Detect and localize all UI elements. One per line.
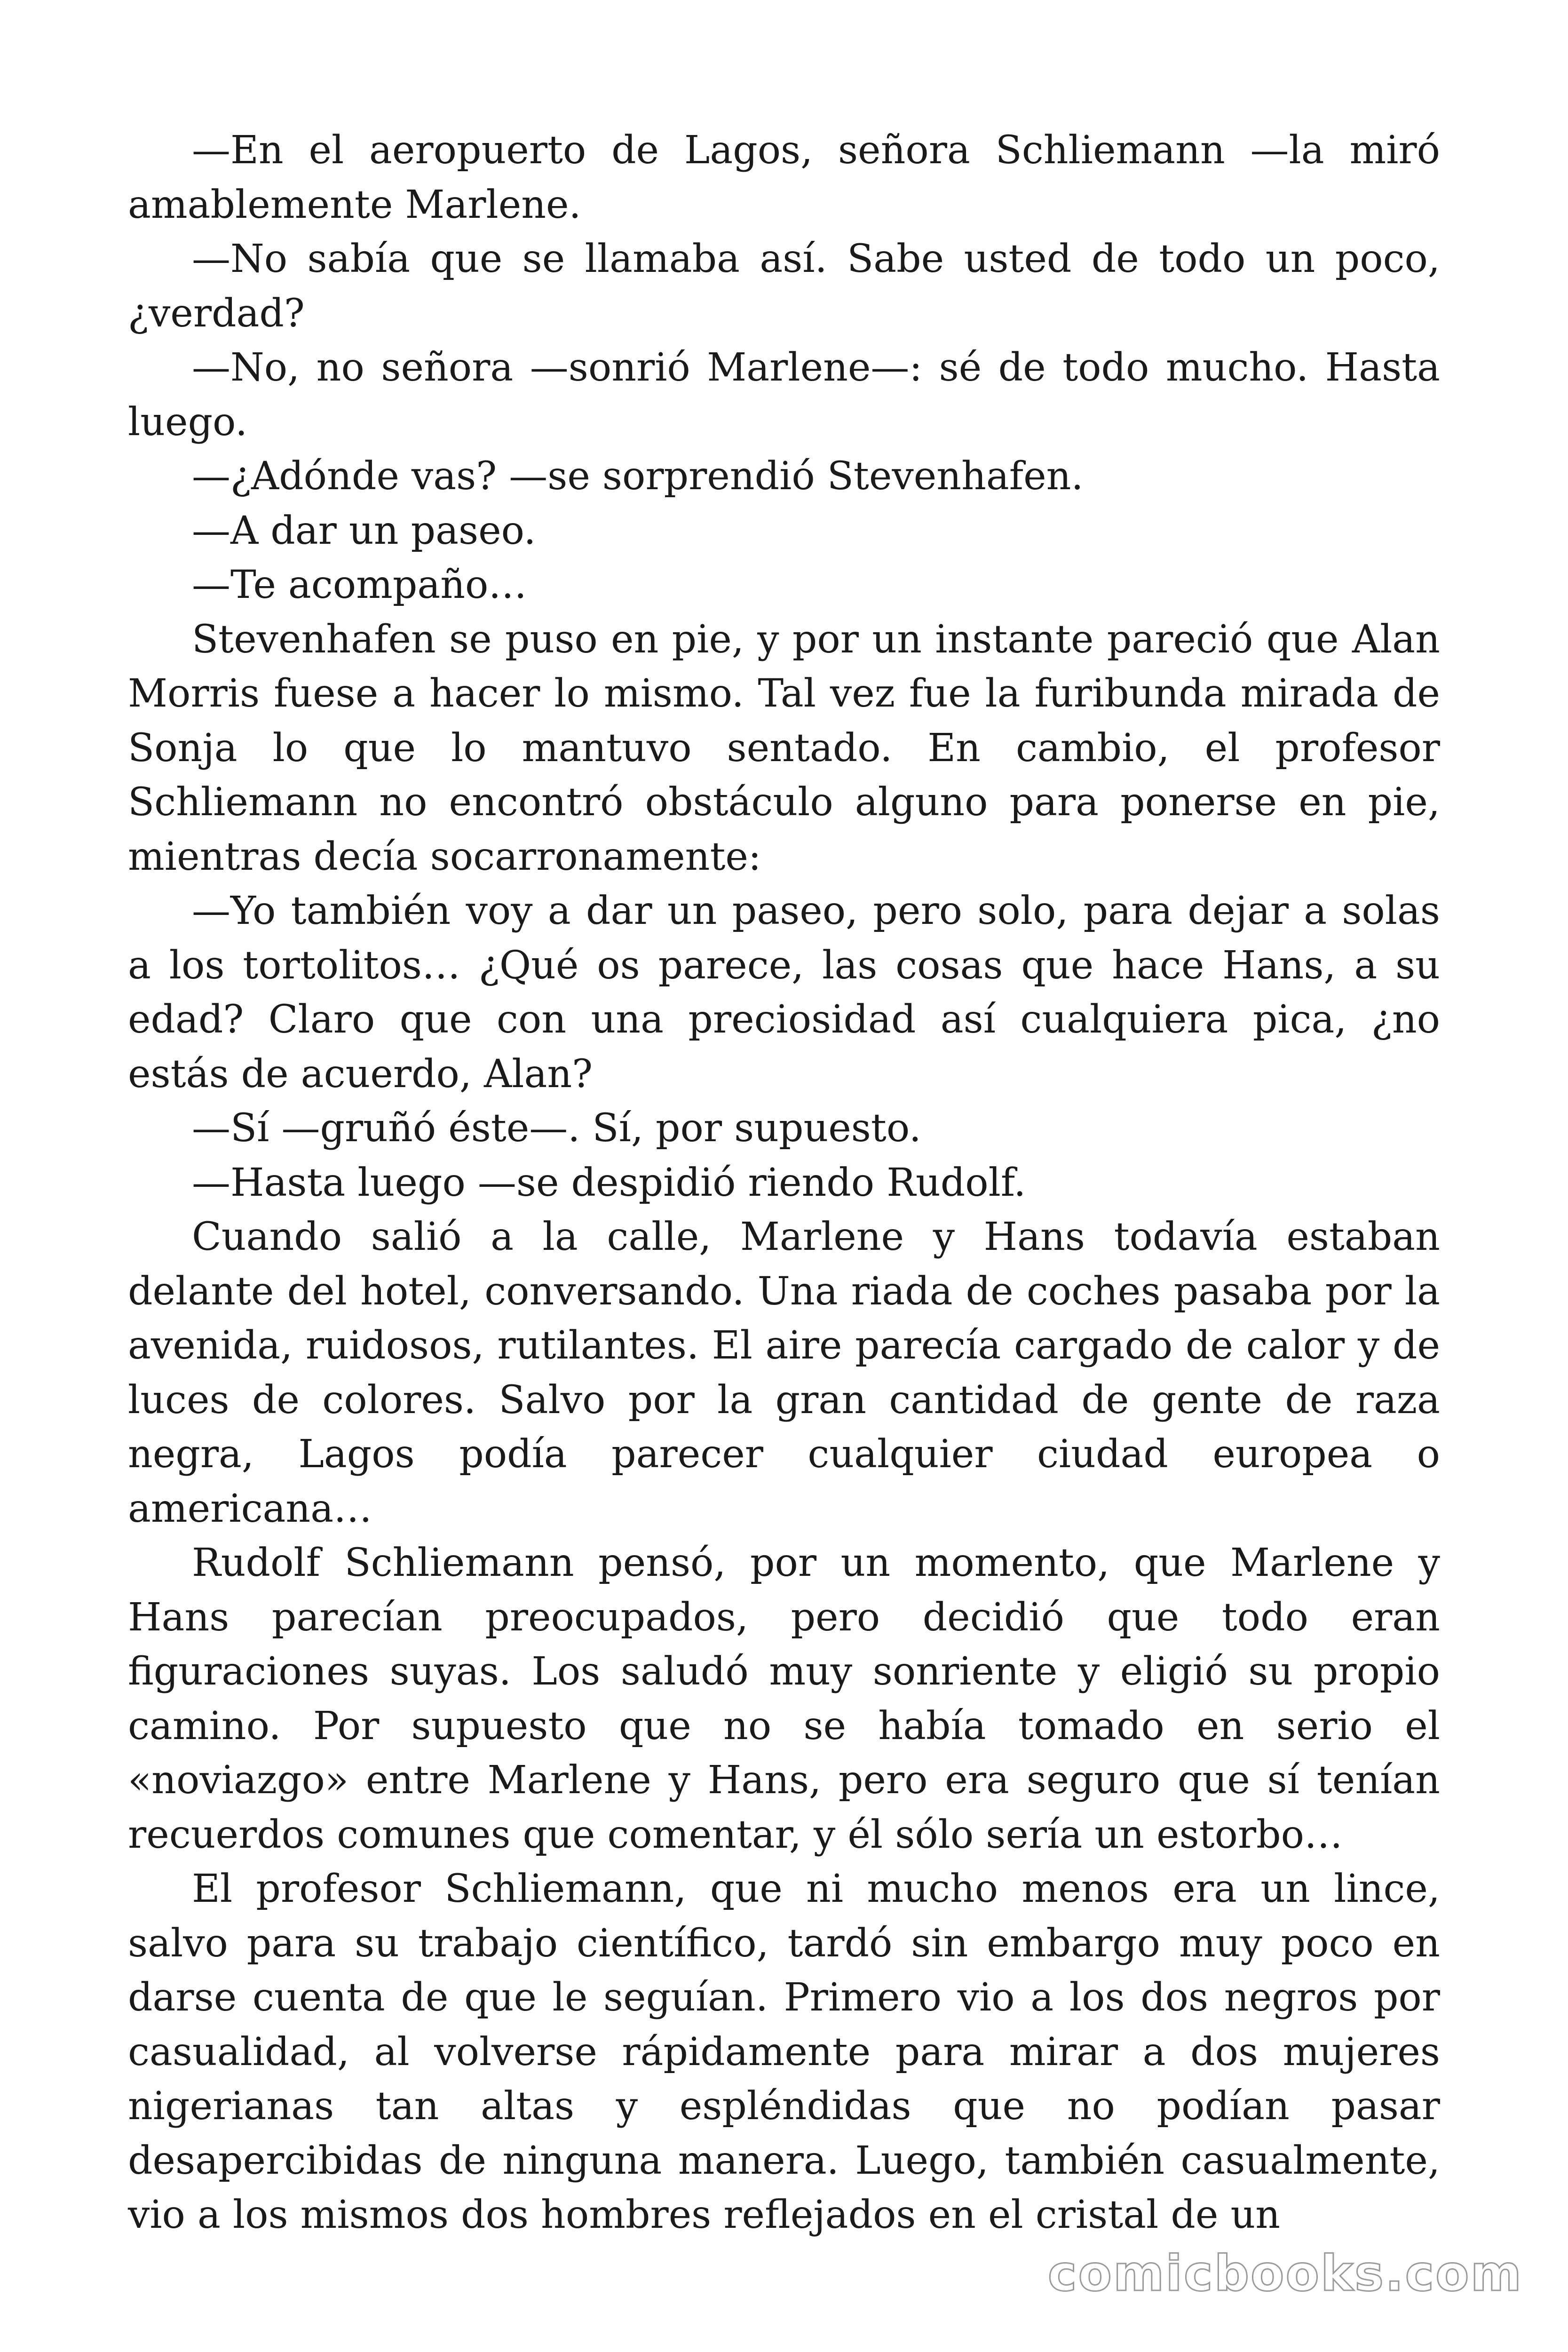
- paragraph: —No, no señora —sonrió Marlene—: sé de todo mucho. Hasta luego.: [128, 345, 1440, 445]
- paragraph: —Te acompaño…: [192, 563, 527, 607]
- paragraph: Cuando salió a la calle, Marlene y Hans todavía estaban delante del hotel, conversando. Una riada de coches pasaba por la avenida, ruidosos, rutilantes. El aire parecía cargado de calor y de luces de colores. Salvo por la gran cantidad de gente de raza negra, Lagos podía parecer cualquier ciudad europea o americana…: [128, 1215, 1440, 1531]
- paragraph: —Sí —gruñó éste—. Sí, por supuesto.: [192, 1106, 921, 1151]
- paragraph: —A dar un paseo.: [192, 508, 536, 553]
- paragraph: —Hasta luego —se despidió riendo Rudolf.: [192, 1160, 1026, 1205]
- paragraph: —Yo también voy a dar un paseo, pero solo, para dejar a solas a los tortolitos… ¿Qué os parece, las cosas que hace Hans, a su edad? Claro que con una preciosidad así cualquiera pica, ¿no estás de acuerdo, Alan?: [128, 889, 1440, 1097]
- paragraph: —No sabía que se llamaba así. Sabe usted de todo un poco, ¿verdad?: [128, 237, 1440, 336]
- paragraph: El profesor Schliemann, que ni mucho menos era un lince, salvo para su trabajo científico, tardó sin embargo muy poco en darse cuenta de que le seguían. Primero vio a los dos negros por casualidad, al volverse rápidamente para mirar a dos mujeres nigerianas tan altas y espléndidas que no podían pasar desapercibidas de ninguna manera. Luego, también casualmente, vio a los mismos dos hombres reflejados en el cristal de un: [128, 1867, 1440, 2237]
- page-text: [128, 123, 1440, 2242]
- paragraph: Rudolf Schliemann pensó, por un momento, que Marlene y Hans parecían preocupados, pero decidió que todo eran figuraciones suyas. Los saludó muy sonriente y eligió su propio camino. Por supuesto que no se había tomado en serio el «noviazgo» entre Marlene y Hans, pero era seguro que sí tenían recuerdos comunes que comentar, y él sólo sería un estorbo…: [128, 1541, 1440, 1857]
- paragraph: —En el aeropuerto de Lagos, señora Schliemann —la miró amablemente Marlene.: [128, 128, 1440, 227]
- paragraph: —¿Adónde vas? —se sorprendió Stevenhafen.: [192, 454, 1084, 499]
- paragraph: Stevenhafen se puso en pie, y por un instante pareció que Alan Morris fuese a hacer lo mismo. Tal vez fue la furibunda mirada de Sonja lo que lo mantuvo sentado. En cambio, el profesor Schliemann no encontró obstáculo alguno para ponerse en pie, mientras decía socarronamente:: [128, 617, 1440, 879]
- watermark: comicbooks.com: [1047, 2245, 1523, 2302]
